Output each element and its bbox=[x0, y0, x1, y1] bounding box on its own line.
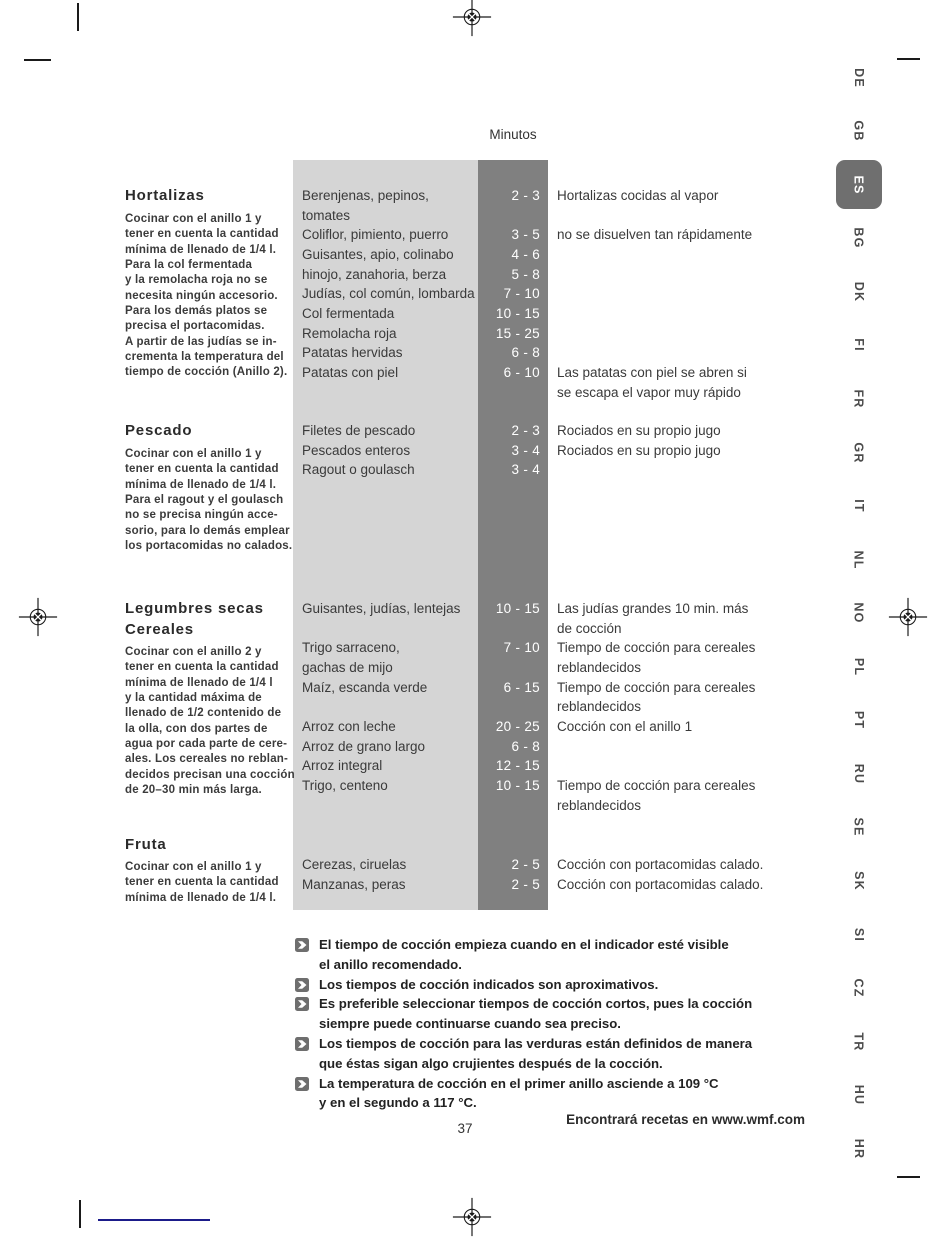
sidebar-lang-label: RU bbox=[852, 763, 866, 785]
section-description-line: tener en cuenta la cantidad bbox=[125, 876, 279, 889]
footnote bbox=[293, 994, 823, 1034]
food-item: Trigo, centeno bbox=[302, 778, 388, 794]
food-item: hinojo, zanahoria, berza bbox=[302, 266, 447, 282]
footnote bbox=[293, 1074, 823, 1114]
section-description-line: ales. Los cereales no reblan- bbox=[125, 753, 289, 766]
section-title bbox=[125, 598, 295, 640]
cooking-time: 2 - 5 bbox=[511, 876, 540, 892]
footnote-line: y en el segundo a 117 °C. bbox=[319, 1095, 477, 1111]
row-note: reblandecidos bbox=[557, 699, 642, 715]
cooking-time bbox=[478, 658, 548, 678]
cooking-time: 6 - 15 bbox=[503, 679, 540, 695]
cooking-time bbox=[478, 697, 548, 717]
table-row bbox=[293, 186, 810, 206]
section-description bbox=[125, 212, 300, 381]
sidebar-lang-label: GB bbox=[852, 120, 866, 142]
food-item: Arroz de grano largo bbox=[302, 738, 426, 754]
table-row bbox=[293, 776, 810, 796]
sidebar-lang-label: HU bbox=[852, 1084, 866, 1106]
table-row bbox=[293, 284, 810, 304]
row-note bbox=[548, 304, 810, 324]
sidebar-lang-label: SK bbox=[851, 871, 866, 891]
trim-mark bbox=[24, 59, 51, 61]
table-row bbox=[293, 343, 810, 363]
cooking-time: 2 - 3 bbox=[511, 188, 540, 203]
sidebar-lang-gb bbox=[836, 105, 882, 159]
section-description-line: necesita ningún accesorio. bbox=[125, 289, 278, 302]
food-item: Coliflor, pimiento, puerro bbox=[302, 227, 449, 243]
cooking-time: 10 - 15 bbox=[495, 306, 540, 322]
section-description-line: de 20–30 min más larga. bbox=[125, 784, 262, 797]
registration-mark-icon bbox=[18, 597, 58, 637]
cooking-time: 15 - 25 bbox=[495, 325, 540, 341]
section-description-line: tiempo de cocción (Anillo 2). bbox=[125, 366, 288, 379]
food-item: Manzanas, peras bbox=[302, 876, 406, 892]
cooking-time: 12 - 15 bbox=[495, 758, 540, 774]
table-row bbox=[293, 245, 810, 265]
table-row bbox=[293, 619, 810, 639]
cooking-time: 7 - 10 bbox=[503, 286, 540, 302]
trim-mark bbox=[77, 3, 79, 31]
food-item: Berenjenas, pepinos, bbox=[302, 188, 429, 203]
cooking-time: 10 - 15 bbox=[495, 601, 540, 616]
section-description-line: crementa la temperatura del bbox=[125, 351, 284, 364]
arrow-icon bbox=[295, 938, 309, 952]
row-note: Rociados en su propio jugo bbox=[557, 442, 721, 458]
section-description-line: los portacomidas no calados. bbox=[125, 540, 293, 553]
sidebar-lang-es bbox=[836, 160, 882, 209]
footnote-line: La temperatura de cocción en el primer anillo asciende a 109 °C bbox=[319, 1075, 719, 1091]
row-note bbox=[548, 206, 810, 226]
footnote-text bbox=[319, 994, 752, 1034]
row-note bbox=[548, 460, 810, 480]
section-description-line: tener en cuenta la cantidad bbox=[125, 228, 279, 241]
registration-mark-icon bbox=[452, 1197, 492, 1237]
cooking-time bbox=[478, 206, 548, 226]
food-item bbox=[293, 383, 478, 403]
table-row bbox=[293, 460, 810, 480]
sidebar-lang-de bbox=[836, 51, 882, 105]
table-row bbox=[293, 324, 810, 344]
row-note bbox=[548, 265, 810, 285]
food-item: Patatas con piel bbox=[302, 365, 399, 381]
footnote-line: Es preferible seleccionar tiempos de cocción cortos, pues la cocción bbox=[319, 996, 753, 1012]
sidebar-lang-label: CZ bbox=[851, 978, 866, 998]
section-description-line: tener en cuenta la cantidad bbox=[125, 463, 279, 476]
arrow-icon bbox=[295, 978, 309, 992]
food-item: Pescados enteros bbox=[302, 442, 411, 458]
cooking-time: 6 - 8 bbox=[511, 738, 540, 754]
cooking-time: 6 - 8 bbox=[511, 345, 540, 361]
food-item: Guisantes, apio, colinabo bbox=[302, 247, 454, 263]
arrow-icon bbox=[295, 997, 309, 1011]
table-row bbox=[293, 599, 810, 619]
row-note bbox=[548, 324, 810, 344]
row-note: Tiempo de cocción para cereales bbox=[557, 778, 756, 794]
sidebar-lang-label: TR bbox=[851, 1032, 866, 1052]
sidebar-lang-label: NO bbox=[852, 602, 866, 624]
registration-mark-icon bbox=[888, 597, 928, 637]
footnote-line: El tiempo de cocción empieza cuando en el indicador esté visible bbox=[319, 937, 729, 952]
table-row bbox=[293, 756, 810, 776]
table-row bbox=[293, 383, 810, 403]
table-row bbox=[293, 638, 810, 658]
row-note bbox=[548, 284, 810, 304]
sidebar-lang-label: BG bbox=[852, 227, 866, 249]
sidebar-lang-label: IT bbox=[851, 499, 866, 513]
section-description-line: Para el ragout y el goulasch bbox=[125, 494, 284, 507]
food-item: Cerezas, ciruelas bbox=[302, 857, 407, 872]
cooking-time: 4 - 6 bbox=[511, 247, 540, 263]
trim-mark bbox=[897, 58, 920, 60]
row-note bbox=[548, 756, 810, 776]
sidebar-lang-label: ES bbox=[851, 175, 866, 195]
sidebar-lang-fi bbox=[836, 319, 882, 373]
row-note: Cocción con portacomidas calado. bbox=[557, 876, 764, 892]
cooking-time: 20 - 25 bbox=[495, 719, 540, 735]
sidebar-lang-si bbox=[836, 908, 882, 962]
table-row bbox=[293, 363, 810, 383]
table-row bbox=[293, 225, 810, 245]
food-item: Trigo sarraceno, bbox=[302, 640, 400, 656]
food-item bbox=[293, 619, 478, 639]
recipes-footer-text: Encontrará recetas en www.wmf.com bbox=[566, 1112, 805, 1127]
section-description-line: la olla, con dos partes de bbox=[125, 722, 268, 735]
food-item: gachas de mijo bbox=[302, 660, 393, 676]
cooking-time: 10 - 15 bbox=[495, 778, 540, 794]
sidebar-lang-ru bbox=[836, 747, 882, 801]
section-description-line: Cocinar con el anillo 1 y bbox=[125, 448, 262, 460]
fold-line bbox=[98, 1219, 210, 1221]
sidebar-lang-pl bbox=[836, 640, 882, 694]
row-note: Cocción con el anillo 1 bbox=[557, 719, 693, 735]
footnote-line: siempre puede continuarse cuando sea preciso. bbox=[319, 1016, 621, 1032]
sidebar-lang-label: SE bbox=[851, 817, 866, 837]
row-note: Tiempo de cocción para cereales bbox=[557, 640, 756, 656]
section-title bbox=[125, 420, 295, 441]
row-note: se escapa el vapor muy rápido bbox=[557, 384, 741, 400]
food-item: Patatas hervidas bbox=[302, 345, 403, 361]
table-row bbox=[293, 875, 810, 895]
table-row bbox=[293, 717, 810, 737]
section-description-line: agua por cada parte de cere- bbox=[125, 738, 288, 751]
section-description-line: Para la col fermentada bbox=[125, 259, 253, 272]
sidebar-lang-bg bbox=[836, 212, 882, 266]
table-row bbox=[293, 678, 810, 698]
footnote bbox=[293, 935, 823, 975]
section-description-line: mínima de llenado de 1/4 l bbox=[125, 676, 273, 689]
table-row bbox=[293, 796, 810, 816]
table-row bbox=[293, 265, 810, 285]
sidebar-lang-se bbox=[836, 801, 882, 855]
row-note: Las patatas con piel se abren si bbox=[557, 365, 747, 381]
table-section-rows bbox=[293, 855, 810, 894]
trim-mark bbox=[79, 1200, 81, 1228]
food-item: Guisantes, judías, lentejas bbox=[302, 601, 461, 616]
sidebar-lang-label: GR bbox=[852, 442, 866, 464]
sidebar-lang-label: FR bbox=[851, 389, 866, 409]
sidebar-lang-dk bbox=[836, 265, 882, 319]
food-item: Col fermentada bbox=[302, 306, 395, 322]
table-section-rows bbox=[293, 186, 810, 402]
footnote-line: que éstas sigan algo crujientes después de la cocción. bbox=[319, 1055, 663, 1071]
section-description-line: llenado de 1/2 contenido de bbox=[125, 707, 282, 720]
section-description-line: mínima de llenado de 1/4 l. bbox=[125, 243, 277, 256]
section-description-line: Para los demás platos se bbox=[125, 305, 268, 318]
section-title bbox=[125, 185, 295, 206]
footnote bbox=[293, 975, 823, 995]
section-description-line: y la cantidad máxima de bbox=[125, 692, 262, 705]
sidebar-lang-it bbox=[836, 479, 882, 533]
footnote-line: el anillo recomendado. bbox=[319, 956, 462, 972]
food-item bbox=[293, 697, 478, 717]
section-description-line: mínima de llenado de 1/4 l. bbox=[125, 891, 277, 904]
sidebar-lang-hu bbox=[836, 1068, 882, 1122]
cooking-table bbox=[293, 160, 810, 910]
sidebar-lang-gr bbox=[836, 426, 882, 480]
sidebar-lang-pt bbox=[836, 694, 882, 748]
section-title bbox=[125, 834, 295, 855]
sidebar-lang-nl bbox=[836, 533, 882, 587]
sidebar-lang-tr bbox=[836, 1015, 882, 1069]
section-description-line: sorio, para lo demás emplear bbox=[125, 524, 290, 537]
cooking-time: 7 - 10 bbox=[503, 640, 540, 656]
table-section-rows bbox=[293, 421, 810, 480]
sidebar-lang-label: DE bbox=[851, 67, 866, 88]
sidebar-lang-label: NL bbox=[851, 550, 866, 570]
row-note: no se disuelven tan rápidamente bbox=[557, 227, 753, 243]
registration-mark-icon bbox=[452, 0, 492, 37]
cooking-time: 2 - 3 bbox=[511, 423, 540, 438]
food-item: Arroz integral bbox=[302, 758, 383, 774]
row-note bbox=[548, 737, 810, 757]
section-description-line: decidos precisan una cocción bbox=[125, 768, 295, 781]
row-note: Rociados en su propio jugo bbox=[557, 423, 721, 438]
section-description bbox=[125, 860, 300, 906]
cooking-time: 6 - 10 bbox=[503, 365, 540, 381]
food-item: tomates bbox=[302, 207, 351, 223]
language-sidebar bbox=[836, 51, 882, 1175]
footnote-line: Los tiempos de cocción para las verduras están definidos de manera bbox=[319, 1035, 753, 1051]
cooking-time bbox=[478, 619, 548, 639]
section-description-line: no se precisa ningún acce- bbox=[125, 509, 278, 522]
section-description-line: Cocinar con el anillo 1 y bbox=[125, 861, 262, 873]
page-number: 37 bbox=[457, 1121, 473, 1136]
cooking-time: 2 - 5 bbox=[511, 857, 540, 872]
table-row bbox=[293, 855, 810, 875]
cooking-time: 3 - 5 bbox=[511, 227, 540, 243]
row-note: de cocción bbox=[557, 620, 622, 636]
food-item: Remolacha roja bbox=[302, 325, 397, 341]
food-item: Judías, col común, lombarda bbox=[302, 286, 475, 302]
cooking-time: 5 - 8 bbox=[511, 266, 540, 282]
section-description-line: tener en cuenta la cantidad bbox=[125, 661, 279, 674]
row-note: Hortalizas cocidas al vapor bbox=[557, 188, 719, 203]
sidebar-lang-no bbox=[836, 586, 882, 640]
arrow-icon bbox=[295, 1037, 309, 1051]
arrow-icon bbox=[295, 1077, 309, 1091]
footnote-text bbox=[319, 975, 658, 995]
section-description-line: Cocinar con el anillo 1 y bbox=[125, 213, 262, 225]
food-item: Maíz, escanda verde bbox=[302, 679, 428, 695]
table-row bbox=[293, 658, 810, 678]
sidebar-lang-label: PL bbox=[852, 657, 866, 676]
food-item bbox=[293, 796, 478, 816]
sidebar-lang-hr bbox=[836, 1122, 882, 1176]
section-description-line: precisa el portacomidas. bbox=[125, 320, 265, 333]
row-note: reblandecidos bbox=[557, 660, 642, 676]
section-description-line: y la remolacha roja no se bbox=[125, 274, 268, 287]
sidebar-lang-sk bbox=[836, 854, 882, 908]
sidebar-lang-label: FI bbox=[851, 338, 866, 353]
row-note: reblandecidos bbox=[557, 797, 642, 813]
cooking-time: 3 - 4 bbox=[511, 462, 540, 478]
footnote-text bbox=[319, 935, 729, 975]
row-note bbox=[548, 245, 810, 265]
section-title-line: Hortalizas bbox=[125, 187, 205, 204]
food-item: Ragout o goulasch bbox=[302, 462, 415, 478]
section-title-line: Legumbres secas bbox=[125, 600, 264, 617]
footnote-text bbox=[319, 1074, 719, 1114]
section-description bbox=[125, 645, 300, 798]
cooking-time bbox=[478, 796, 548, 816]
section-title-line: Pescado bbox=[125, 422, 193, 439]
table-row bbox=[293, 441, 810, 461]
section-title-line: Cereales bbox=[125, 621, 194, 638]
section-title-line: Fruta bbox=[125, 836, 167, 853]
sidebar-lang-label: PT bbox=[852, 711, 866, 730]
minutes-column-header: Minutos bbox=[489, 127, 537, 142]
row-note: Las judías grandes 10 min. más bbox=[557, 601, 749, 616]
footnote bbox=[293, 1034, 823, 1074]
section-description-line: A partir de las judías se in- bbox=[125, 335, 277, 348]
table-row bbox=[293, 697, 810, 717]
row-note bbox=[548, 343, 810, 363]
footnote-line: Los tiempos de cocción indicados son aproximativos. bbox=[319, 976, 659, 992]
table-section-rows bbox=[293, 599, 810, 815]
sidebar-lang-label: SI bbox=[852, 927, 866, 942]
section-description-line: mínima de llenado de 1/4 l. bbox=[125, 478, 277, 491]
footnotes bbox=[293, 935, 823, 1113]
cooking-time bbox=[478, 383, 548, 403]
sidebar-lang-fr bbox=[836, 372, 882, 426]
row-note: Cocción con portacomidas calado. bbox=[557, 857, 764, 872]
row-note: Tiempo de cocción para cereales bbox=[557, 679, 756, 695]
cooking-time: 3 - 4 bbox=[511, 442, 540, 458]
section-description-line: Cocinar con el anillo 2 y bbox=[125, 646, 262, 658]
section-description bbox=[125, 447, 300, 554]
sidebar-lang-cz bbox=[836, 961, 882, 1015]
sidebar-lang-label: HR bbox=[852, 1138, 866, 1159]
food-item: Arroz con leche bbox=[302, 719, 396, 735]
footnote-text bbox=[319, 1034, 752, 1074]
table-row bbox=[293, 304, 810, 324]
sidebar-lang-label: DK bbox=[852, 281, 866, 303]
trim-mark bbox=[897, 1176, 920, 1178]
table-row bbox=[293, 206, 810, 226]
food-item: Filetes de pescado bbox=[302, 423, 416, 438]
table-row bbox=[293, 737, 810, 757]
table-row bbox=[293, 421, 810, 441]
